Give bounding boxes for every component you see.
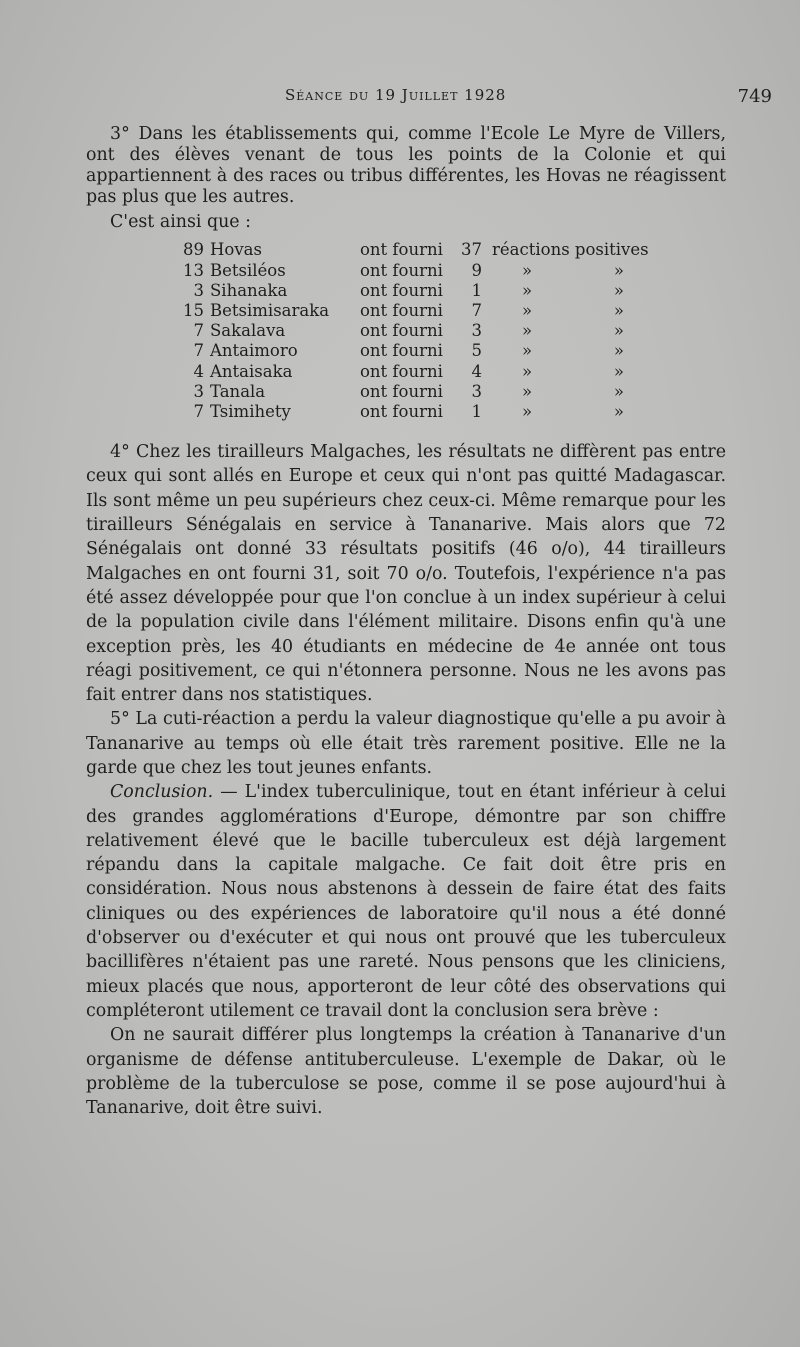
row-count: 7 — [193, 321, 204, 341]
ditto-mark: » — [613, 361, 624, 381]
paragraph-3: 3° Dans les établissements qui, comme l'Ecole Le Myre de Villers, ont des élèves venant de tous les points de la Colonie et qui appartiennent à des races ou tribus différentes, les Hovas ne réagissent pas plus que les autres. — [86, 124, 726, 207]
table-row — [182, 341, 702, 361]
row-group: Sakalava — [210, 321, 286, 341]
ditto-mark: » — [613, 401, 624, 421]
intro-line: C'est ainsi que : — [110, 212, 251, 232]
ditto-mark: » — [521, 300, 533, 320]
conclusion-text: — L'index tuberculinique, tout en étant inférieur à celui des grandes agglomérations d'Europe, démontre par son chiffre relativement élevé que le bacille tuberculeux est déjà largement répandu dans la capitale malgache. Ce fait doit être pris en considération. Nous nous abstenons à dessein de faire état des faits cliniques ou des expériences de laboratoire qu'il nous a été donné d'observer ou d'exécuter et qui nous ont prouvé que les tuberculeux bacillifères n'étaient pas une rareté. Nous pensons que les cliniciens, mieux placés que nous, apporteront de leur côté des observations qui compléteront utilement ce travail dont la conclusion sera brève : — [86, 782, 726, 1021]
row-group: Tsimihety — [210, 401, 291, 421]
paragraph-5: 5° La cuti-réaction a perdu la valeur diagnostique qu'elle a pu avoir à Tananarive au temps où elle était très rarement positive. Elle ne la garde que chez les tout jeunes enfants. — [86, 709, 726, 778]
row-verb: ont fourni — [360, 341, 443, 361]
row-group: Sihanaka — [210, 280, 288, 300]
row-group: Betsiléos — [210, 260, 286, 280]
ditto-mark: » — [613, 300, 624, 320]
row-result: 9 — [471, 260, 482, 280]
table-row — [182, 362, 702, 382]
ditto-mark: » — [613, 260, 624, 280]
table-row — [182, 240, 702, 260]
row-result: 3 — [471, 321, 482, 341]
ditto-mark: » — [613, 321, 624, 341]
row-count: 7 — [193, 341, 204, 361]
table-row — [182, 321, 702, 341]
conclusion-label: Conclusion. — [110, 782, 214, 803]
row-label — [492, 402, 702, 422]
row-verb: ont fourni — [360, 381, 443, 401]
row-group: Betsimisaraka — [210, 300, 330, 320]
row-label — [492, 261, 702, 281]
row-result: 4 — [471, 361, 482, 381]
ditto-mark: » — [613, 341, 624, 361]
ditto-mark: » — [521, 260, 533, 280]
row-count: 15 — [183, 300, 204, 320]
paragraph-4: 4° Chez les tirailleurs Malgaches, les résultats ne diffèrent pas entre ceux qui sont allés en Europe et ceux qui n'ont pas quitté Madagascar. Ils sont même un peu supérieurs chez ceux-ci. Même remarque pour les tirailleurs Sénégalais en service à Tananarive. Mais alors que 72 Sénégalais ont donné 33 résultats positifs (46 o/o), 44 tirailleurs Malgaches en ont fourni 31, soit 70 o/o. Toutefois, l'expérience n'a pas été assez développée pour que l'on conclue à un index supérieur à celui de la population civile dans l'élément militaire. Disons enfin qu'à une exception près, les 40 étudiants en médecine de 4e année ont tous réagi positivement, ce qui n'étonnera personne. Nous ne les avons pas fait entrer dans nos statistiques. — [86, 442, 726, 706]
ditto-mark: » — [521, 381, 533, 401]
row-label — [492, 321, 702, 341]
row-verb: ont fourni — [360, 240, 443, 260]
row-count: 4 — [193, 361, 204, 381]
row-result: 3 — [471, 381, 482, 401]
row-count: 7 — [193, 401, 204, 421]
row-verb: ont fourni — [360, 401, 443, 421]
ditto-mark: » — [521, 361, 533, 381]
row-count: 89 — [183, 240, 204, 260]
table-row — [182, 281, 702, 301]
page-header — [0, 86, 800, 112]
row-group: Antaisaka — [210, 361, 293, 381]
body-text — [86, 124, 726, 1120]
row-label — [492, 362, 702, 382]
table-row — [182, 382, 702, 402]
row-label — [492, 281, 702, 301]
row-result: 7 — [471, 300, 482, 320]
row-result: 37 — [461, 240, 482, 260]
ditto-mark: » — [521, 341, 533, 361]
row-group: Antaimoro — [210, 341, 298, 361]
ditto-mark: » — [613, 381, 624, 401]
row-group: Tanala — [210, 381, 266, 401]
row-label — [492, 301, 702, 321]
results-table — [182, 240, 702, 422]
row-result: 1 — [471, 280, 482, 300]
row-verb: ont fourni — [360, 280, 443, 300]
row-group: Hovas — [210, 240, 262, 260]
page-number: 749 — [737, 86, 772, 107]
row-verb: ont fourni — [360, 361, 443, 381]
table-row — [182, 301, 702, 321]
conclusion-paragraph — [86, 780, 726, 1023]
row-count: 13 — [183, 260, 204, 280]
ditto-mark: » — [613, 280, 624, 300]
row-result: 5 — [471, 341, 482, 361]
row-verb: ont fourni — [360, 260, 443, 280]
row-label — [492, 382, 702, 402]
row-label — [492, 341, 702, 361]
row-label-text: réactions positives — [492, 240, 649, 260]
row-label — [492, 240, 702, 260]
final-paragraph: On ne saurait différer plus longtemps la création à Tananarive d'un organisme de défense antituberculeuse. L'exemple de Dakar, où le problème de la tuberculose se pose, comme il se pose aujourd'hui à Tananarive, doit être suivi. — [86, 1025, 726, 1119]
ditto-mark: » — [521, 280, 533, 300]
table-row — [182, 261, 702, 281]
row-count: 3 — [193, 280, 204, 300]
row-result: 1 — [471, 401, 482, 421]
row-count: 3 — [193, 381, 204, 401]
ditto-mark: » — [521, 401, 533, 421]
ditto-mark: » — [521, 321, 533, 341]
running-head: Séance du 19 Juillet 1928 — [285, 86, 507, 104]
row-verb: ont fourni — [360, 300, 443, 320]
table-row — [182, 402, 702, 422]
row-verb: ont fourni — [360, 321, 443, 341]
